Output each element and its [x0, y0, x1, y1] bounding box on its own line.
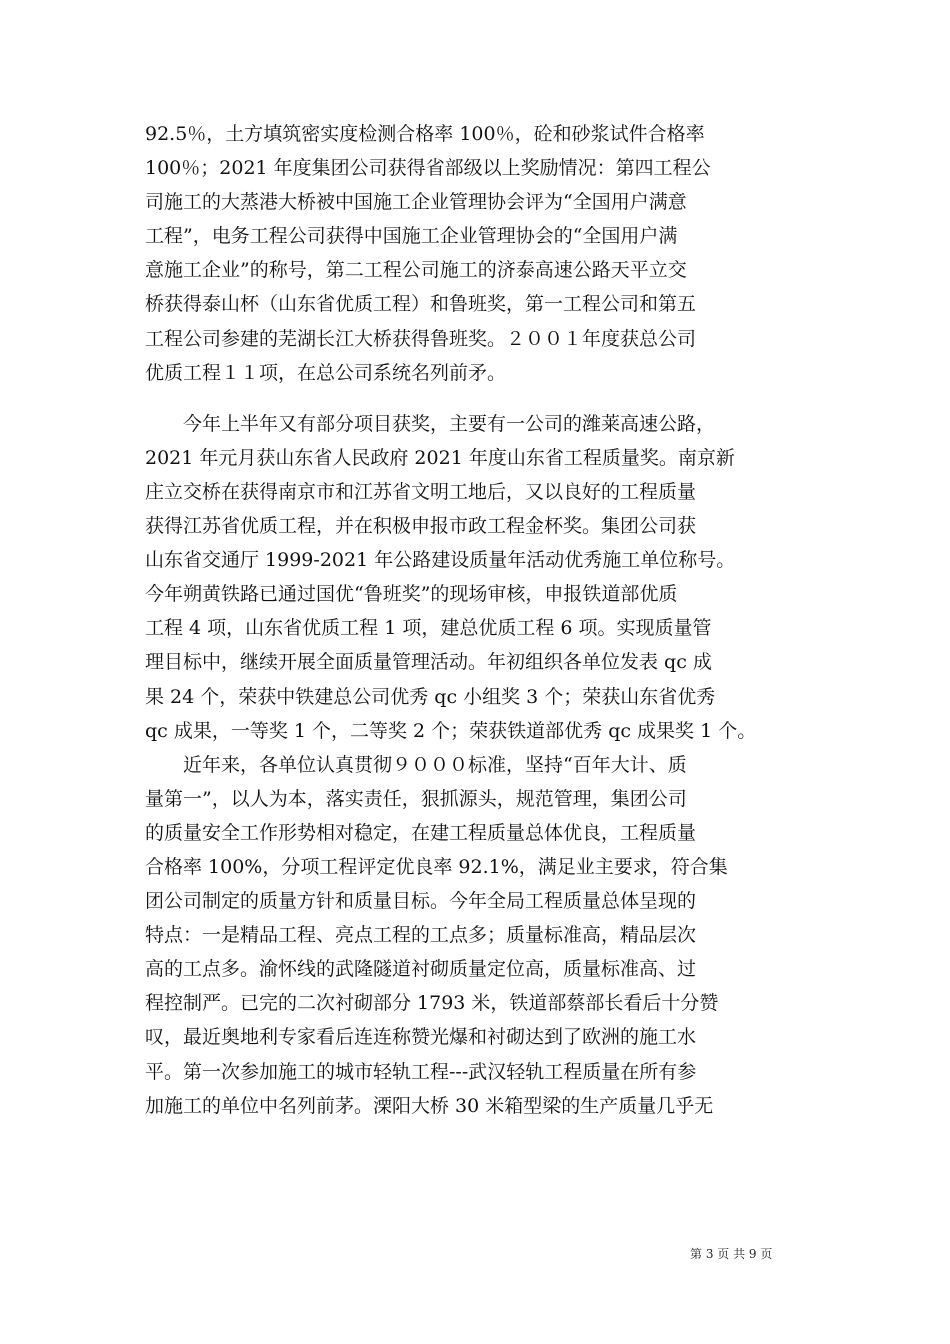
text-line: 获得江苏省优质工程，并在积极申报市政工程金杯奖。集团公司获 — [145, 515, 697, 538]
paragraph-1 — [145, 117, 810, 390]
paragraph-3 — [145, 748, 810, 1123]
text-line: 工程”，电务工程公司获得中国施工企业管理协会的“全国用户满 — [145, 225, 678, 248]
text-line: 优质工程１１项，在总公司系统名列前矛。 — [145, 361, 507, 384]
text-line: 桥获得泰山杯（山东省优质工程）和鲁班奖，第一工程公司和第五 — [145, 293, 697, 316]
text-line: 庄立交桥在获得南京市和江苏省文明工地后，又以良好的工程质量 — [145, 480, 697, 503]
text-line: 山东省交通厅 1999-2021 年公路建设质量年活动优秀施工单位称号。 — [145, 549, 736, 572]
text-line: 今年朔黄铁路已通过国优“鲁班奖”的现场审核，申报铁道部优质 — [145, 583, 678, 606]
text-line: 特点：一是精品工程、亮点工程的工点多；质量标准高，精品层次 — [145, 924, 697, 947]
text-line: 的质量安全工作形势相对稳定，在建工程质量总体优良，工程质量 — [145, 821, 697, 844]
text-line: 工程公司参建的芜湖长江大桥获得鲁班奖。２００１年度获总公司 — [145, 327, 697, 350]
paragraph-2 — [145, 407, 810, 748]
text-line: 果 24 个，荣获中铁建总公司优秀 qc 小组奖 3 个；荣获山东省优秀 — [145, 685, 716, 708]
text-line: 平。第一次参加施工的城市轻轨工程---武汉轻轨工程质量在所有参 — [145, 1060, 697, 1083]
text-line: 2021 年元月获山东省人民政府 2021 年度山东省工程质量奖。南京新 — [145, 446, 735, 469]
text-line: 合格率 100%，分项工程评定优良率 92.1%，满足业主要求，符合集 — [145, 855, 728, 878]
paragraph-spacer — [145, 390, 810, 407]
text-line: 司施工的大蒸港大桥被中国施工企业管理协会评为“全国用户满意 — [145, 191, 687, 214]
text-line: 意施工企业”的称号，第二工程公司施工的济泰高速公路天平立交 — [145, 259, 687, 282]
text-line: 92.5％，土方填筑密实度检测合格率 100％，砼和砂浆试件合格率 — [145, 123, 705, 145]
text-line: 近年来，各单位认真贯彻９０００标准，坚持“百年大计、质 — [145, 753, 687, 776]
text-line: 团公司制定的质量方针和质量目标。今年全局工程质量总体呈现的 — [145, 890, 697, 913]
page-number-footer: 第 3 页 共 9 页 — [690, 1247, 773, 1261]
text-line: 工程 4 项，山东省优质工程 1 项，建总优质工程 6 项。实现质量管 — [145, 617, 712, 640]
text-line: 量第一”，以人为本，落实责任，狠抓源头，规范管理，集团公司 — [145, 787, 687, 810]
text-line: 理目标中，继续开展全面质量管理活动。年初组织各单位发表 qc 成 — [145, 651, 712, 674]
text-line: 100％；2021 年度集团公司获得省部级以上奖励情况：第四工程公 — [145, 157, 711, 180]
text-line: 叹，最近奥地利专家看后连连称赞光爆和衬砌达到了欧洲的施工水 — [145, 1026, 697, 1049]
text-line: qc 成果，一等奖 1 个，二等奖 2 个；荣获铁道部优秀 qc 成果奖 1 个。 — [145, 719, 757, 742]
body-text — [145, 117, 810, 1123]
text-line: 程控制严。已完的二次衬砌部分 1793 米，铁道部蔡部长看后十分赞 — [145, 992, 719, 1015]
text-line: 今年上半年又有部分项目获奖，主要有一公司的潍莱高速公路， — [145, 412, 716, 435]
text-line: 高的工点多。渝怀线的武隆隧道衬砌质量定位高，质量标准高、过 — [145, 958, 697, 981]
text-line: 加施工的单位中名列前茅。溧阳大桥 30 米箱型梁的生产质量几乎无 — [145, 1094, 714, 1117]
